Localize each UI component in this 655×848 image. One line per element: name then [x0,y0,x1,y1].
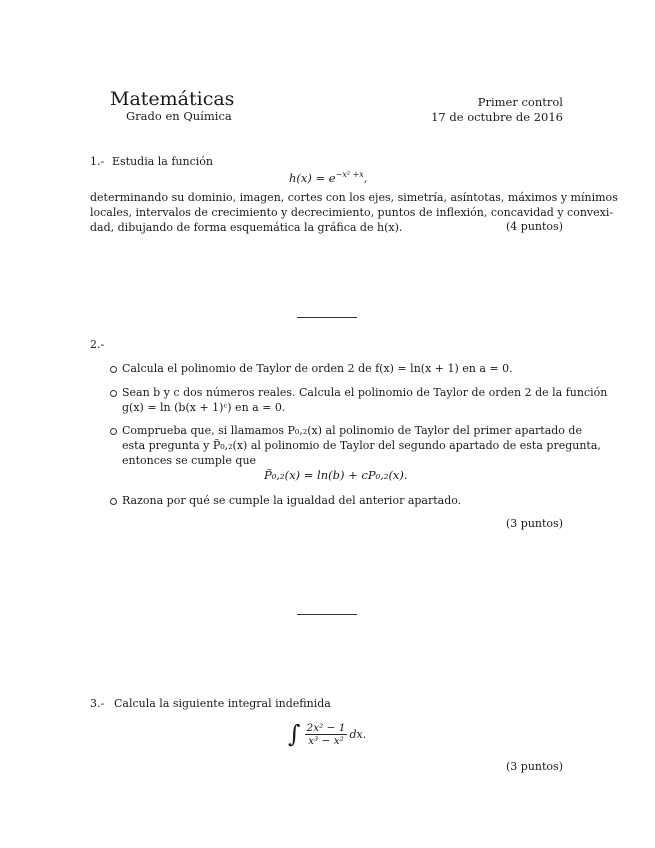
degree-subtitle: Grado en Química [126,109,232,123]
section-divider [297,317,357,318]
q2-item1: Calcula el polinomio de Taylor de orden 2 de f(x) = ln(x + 1) en a = 0. [122,362,513,375]
q2-number: 2.- [90,338,105,351]
q3-numerator: 2x² − 1 [306,721,346,734]
q1-formula-end: , [363,170,368,185]
q1-body-line1: determinando su dominio, imagen, cortes con los ejes, simetría, asíntotas, máximos y mínimos [90,191,618,204]
q3-differential: dx. [349,727,367,741]
q2-item4: Razona por qué se cumple la igualdad del anterior apartado. [122,494,462,507]
q3-lead: Calcula la siguiente integral indefinida [114,697,331,710]
bullet-icon [110,428,117,435]
bullet-icon [110,498,117,505]
q1-body-line3: dad, dibujando de forma esquemática la gráfica de h(x). [90,221,403,234]
q3-integral [288,720,366,748]
q3-number: 3.- [90,697,105,710]
q1-points: (4 puntos) [506,220,563,233]
q3-denominator: x³ − x² [308,734,344,747]
q1-number: 1.- [90,155,105,168]
integral-sign: ∫ [288,720,301,748]
bullet-icon [110,390,117,397]
q1-formula-exponent: −x² +x [335,170,364,179]
q1-lead: Estudia la función [112,155,213,168]
q1-body-line2: locales, intervalos de crecimiento y decrecimiento, puntos de inflexión, concavidad y convexi- [90,206,614,219]
q1-formula [289,170,367,185]
bullet-icon [110,366,117,373]
q2-points: (3 puntos) [506,517,563,530]
q2-item3-line2: esta pregunta y P̃₀,₂(x) al polinomio de Taylor del segundo apartado de esta pregunta, [122,439,601,452]
q2-item3-line1: Comprueba que, si llamamos P₀,₂(x) al polinomio de Taylor del primer apartado de [122,424,582,437]
q1-formula-base: h(x) = e [289,170,336,185]
q2-item2-line2: g(x) = ln (b(x + 1)ᶜ) en a = 0. [122,401,286,414]
course-title: Matemáticas [110,88,235,110]
q2-item2-line1: Sean b y c dos números reales. Calcula el polinomio de Taylor de orden 2 de la función [122,386,608,399]
exam-name: Primer control [477,95,563,109]
q3-fraction [305,722,348,747]
q3-points: (3 puntos) [506,760,563,773]
q2-item3-formula: P̃₀,₂(x) = ln(b) + cP₀,₂(x). [264,468,408,482]
exam-date: 17 de octubre de 2016 [431,110,563,124]
section-divider [297,614,357,615]
q2-item3-line3: entonces se cumple que [122,454,257,467]
